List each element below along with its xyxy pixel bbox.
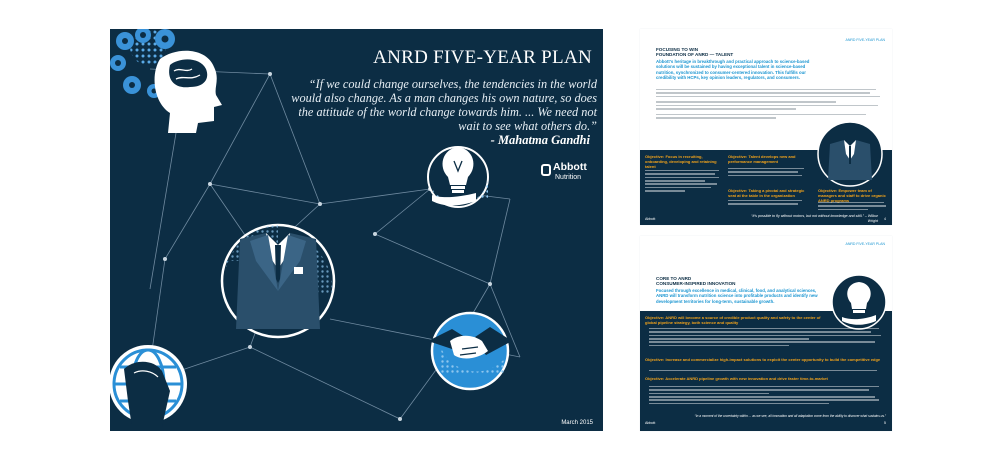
handshake-icon [428, 313, 512, 389]
page-number: 4 [884, 217, 886, 221]
inside-page-innovation [640, 236, 892, 431]
page-kicker: CORE TO ANRD [656, 276, 692, 281]
objective-3: Objective: Taking a pivotal and strategic seat at the table in the organization [728, 188, 805, 198]
page-heading: CONSUMER-INSPIRED INNOVATION [656, 281, 736, 286]
objective-4: Objective: Empower team of managers and staff to drive organic ANRD programs [818, 188, 886, 203]
objective-3-text [649, 384, 885, 406]
footer-logo: Abbott [645, 217, 656, 221]
page-heading: FOUNDATION OF ANRD — TALENT [656, 52, 734, 57]
page-quote: “It's possible to fly without motors, but not without knowledge and skill.” – Wilbur Wright [751, 214, 878, 223]
objective-2-text [649, 368, 885, 373]
objective-1: Objective: Focus in recruiting, onboarding, developing and retaining talent [645, 154, 717, 169]
logo-name: Abbott [553, 161, 587, 173]
objectives-band [640, 311, 892, 431]
page-number: 5 [884, 421, 886, 425]
footer-logo: Abbott [645, 421, 656, 425]
objective-2-text [728, 166, 806, 178]
cover-date: March 2015 [561, 420, 593, 426]
objective-2: Objective: Increase and commercialize high-impact solutions to exploit the center opportunity to build the competitive edge [645, 357, 881, 362]
objective-1-text [645, 168, 721, 194]
objective-1: Objective: ANRD will become a source of credible product quality and safety to the center of global pipeline strategy, both science and quality [645, 315, 821, 325]
abbott-logo [553, 159, 597, 185]
logo-subtitle: Nutrition [555, 174, 582, 181]
page-kicker: FOCUSING TO WIN [656, 47, 699, 52]
abbott-mark-icon [541, 164, 551, 176]
objective-3: Objective: Accelerate ANRD pipeline growth with new innovation and drive faster time-to-market [645, 376, 828, 381]
page-body-text [656, 87, 884, 120]
objective-3-text [728, 198, 806, 207]
page-quote: “In a moment of the uncertainty within ... as we see, all innovation and all adaptation come from the ability to discover what sustains us.” [694, 414, 886, 418]
objective-4-text [818, 200, 888, 212]
page-lead: Abbott's heritage in breakthrough and practical approach to science-based solutions will be sustained by having exceptional talent in science-based nutrition, synchronized to consumer-centered innovation. This fulfills our credibility with HCPs, key opinion leaders, regulators, and consumers. [656, 59, 810, 81]
cover-title: ANRD FIVE-YEAR PLAN [373, 47, 592, 68]
lightbulb-hand-icon [830, 273, 888, 331]
cover-quote: “If we could change ourselves, the tendencies in the world would also change. As a man changes his own nature, so does the attitude of the world change towards him. ... We need not wait to see what others do.” [291, 77, 597, 133]
objectives-band [640, 150, 892, 225]
page-flag: ANRD FIVE-YEAR PLAN [845, 38, 885, 42]
globe-hand-icon [110, 346, 186, 427]
report-cover [110, 29, 603, 431]
inside-page-talent [640, 29, 892, 225]
lightbulb-hand-icon [428, 147, 488, 207]
objective-2: Objective: Talent develops new and performance management [728, 154, 796, 164]
brain-gears-icon [110, 29, 222, 133]
quote-author: - Mahatma Gandhi [490, 133, 590, 147]
objective-1-text [649, 326, 885, 348]
business-suit-icon [222, 225, 334, 337]
business-suit-icon [816, 120, 884, 188]
page-lead: Focused through excellence in medical, clinical, food, and analytical sciences, ANRD will transform nutrition science into profitable products and identify new development territories for long-term, sustainable growth. [656, 288, 818, 304]
page-flag: ANRD FIVE-YEAR PLAN [845, 242, 885, 246]
